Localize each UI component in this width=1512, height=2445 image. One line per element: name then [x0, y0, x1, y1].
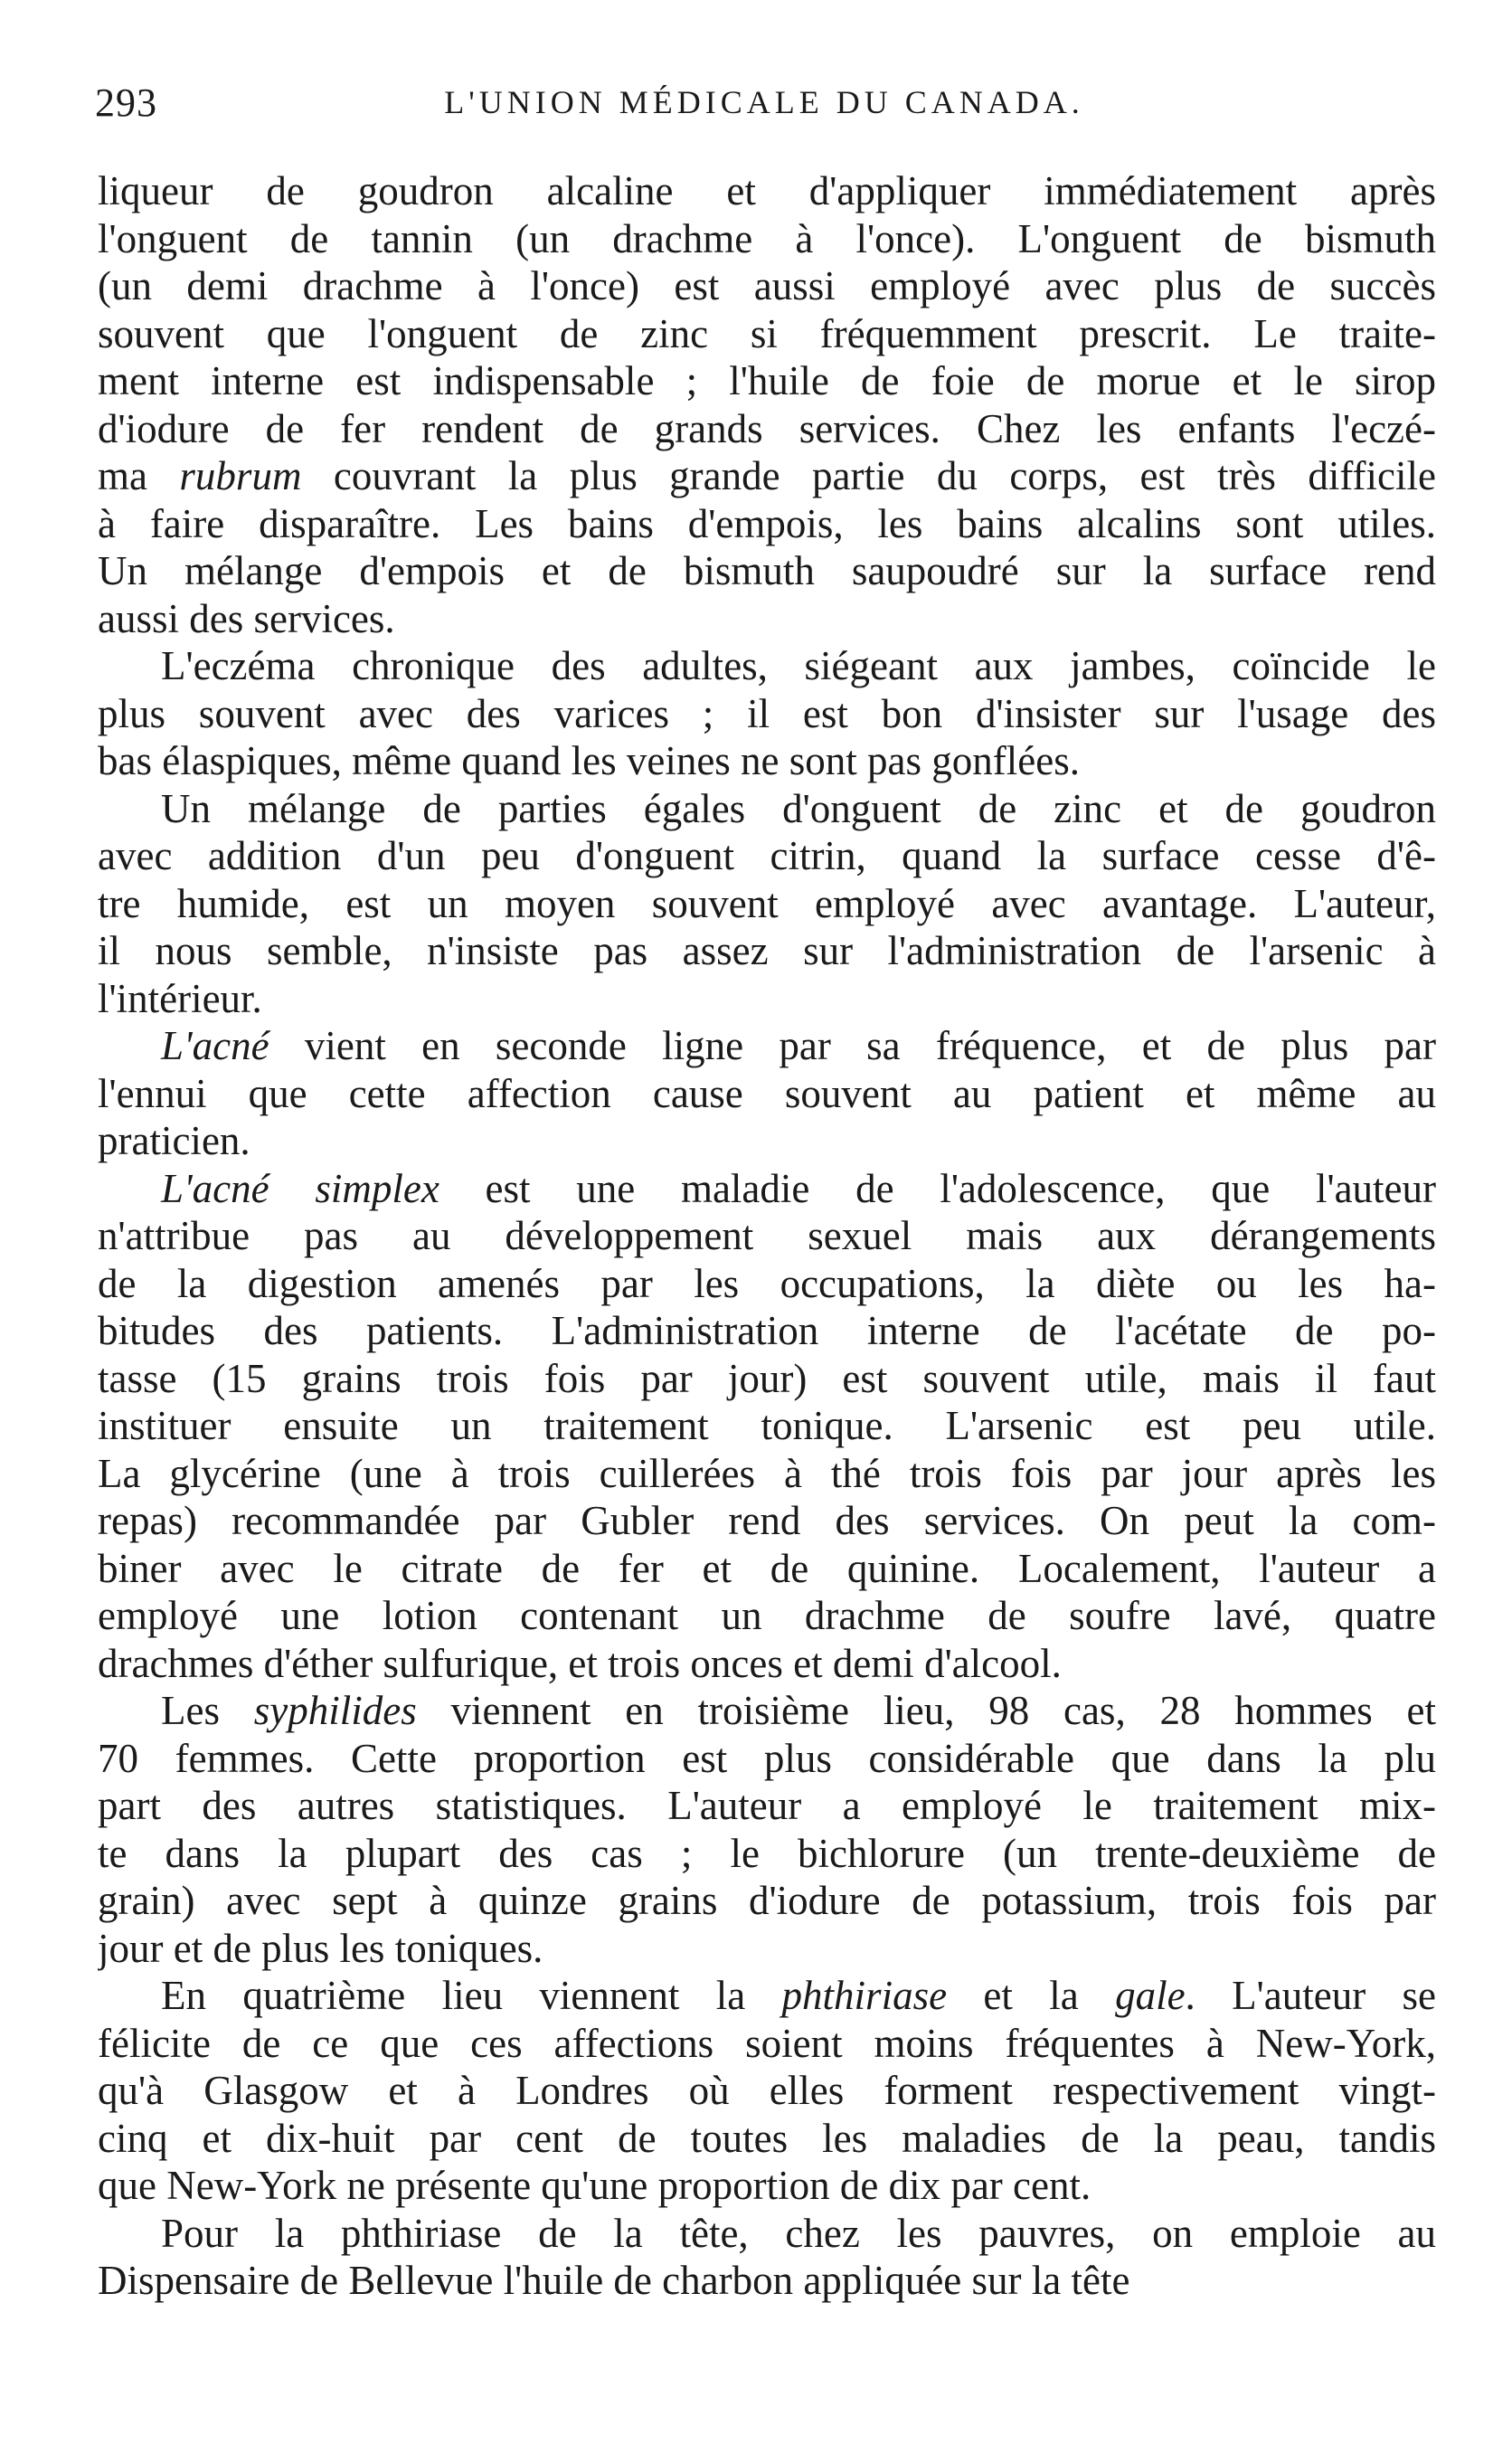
paragraph	[98, 1687, 1436, 1972]
text-line	[98, 1022, 1436, 1070]
text-run: Dispensaire de Bellevue l'huile de charbon appliquée sur la tête	[98, 2258, 1130, 2303]
text-run: (un demi drachme à l'once) est aussi employé avec plus de succès	[98, 263, 1436, 308]
text-line	[98, 1925, 1436, 1973]
text-line	[98, 2067, 1436, 2115]
running-title: L'UNION MÉDICALE DU CANADA.	[444, 84, 1084, 120]
italic-term: gale	[1115, 1973, 1186, 2018]
text-run: cinq et dix-huit par cent de toutes les maladies de la peau, tandis	[98, 2115, 1436, 2161]
text-line	[98, 1165, 1436, 1213]
text-run: Les	[161, 1688, 254, 1733]
paragraph	[98, 642, 1436, 785]
text-run: grain) avec sept à quinze grains d'iodure de potassium, trois fois par	[98, 1878, 1436, 1923]
italic-term: phthiriase	[781, 1973, 948, 2018]
text-line	[98, 785, 1436, 833]
text-run: félicite de ce que ces affections soient moins fréquentes à New-York,	[98, 2020, 1436, 2066]
text-run: à faire disparaître. Les bains d'empois, les bains alcalins sont utiles.	[98, 500, 1436, 546]
text-run: En quatrième lieu viennent la	[161, 1973, 782, 2018]
text-run: souvent que l'onguent de zinc si fréquemment prescrit. Le traite-	[98, 310, 1436, 356]
text-line	[98, 690, 1436, 738]
text-line	[98, 1497, 1436, 1545]
text-line	[98, 642, 1436, 690]
text-line	[98, 1735, 1436, 1783]
text-run: La glycérine (une à trois cuillerées à thé trois fois par jour après les	[98, 1450, 1436, 1496]
text-line	[98, 167, 1436, 215]
text-line	[98, 262, 1436, 310]
text-line	[98, 2115, 1436, 2163]
text-line	[98, 927, 1436, 975]
paragraph	[98, 1022, 1436, 1165]
text-line	[98, 1260, 1436, 1308]
text-line	[98, 737, 1436, 785]
text-run: instituer ensuite un traitement tonique. L'arsenic est peu utile.	[98, 1403, 1436, 1448]
text-line	[98, 1212, 1436, 1260]
text-line	[98, 595, 1436, 643]
text-run: couvrant la plus grande partie du corps, est très difficile	[301, 453, 1436, 498]
text-run: biner avec le citrate de fer et de quinine. Localement, l'auteur a	[98, 1545, 1436, 1591]
text-run: employé une lotion contenant un drachme de soufre lavé, quatre	[98, 1593, 1436, 1638]
text-line	[98, 975, 1436, 1023]
text-line	[98, 1355, 1436, 1403]
text-line	[98, 1830, 1436, 1878]
body-text	[98, 167, 1436, 2305]
text-run: praticien.	[98, 1118, 250, 1163]
text-run: aussi des services.	[98, 595, 395, 641]
text-line	[98, 1687, 1436, 1735]
text-run: Pour la phthiriase de la tête, chez les pauvres, on emploie au	[161, 2210, 1436, 2256]
text-run: repas) recommandée par Gubler rend des services. On peut la com-	[98, 1498, 1436, 1543]
text-run: jour et de plus les toniques.	[98, 1925, 543, 1971]
text-run: ma	[98, 453, 180, 498]
text-line	[98, 500, 1436, 548]
text-line	[98, 310, 1436, 358]
text-line	[98, 1117, 1436, 1165]
text-line	[98, 1592, 1436, 1640]
italic-term: syphilides	[253, 1688, 417, 1733]
text-run: Un mélange d'empois et de bismuth saupoudré sur la surface rend	[98, 548, 1436, 593]
page-header	[95, 80, 1433, 134]
text-run: part des autres statistiques. L'auteur a employé le traitement mix-	[98, 1783, 1436, 1828]
text-line	[98, 357, 1436, 405]
text-run: . L'auteur se	[1185, 1973, 1436, 2018]
text-line	[98, 1307, 1436, 1355]
text-run: de la digestion amenés par les occupations, la diète ou les ha-	[98, 1260, 1436, 1306]
text-line	[98, 2162, 1436, 2210]
text-run: il nous semble, n'insiste pas assez sur l'administration de l'arsenic à	[98, 928, 1436, 973]
text-line	[98, 547, 1436, 595]
paragraph	[98, 167, 1436, 642]
text-run: qu'à Glasgow et à Londres où elles forment respectivement vingt-	[98, 2068, 1436, 2113]
text-line	[98, 832, 1436, 880]
italic-term: L'acné simplex	[161, 1165, 439, 1211]
text-line	[98, 1402, 1436, 1450]
text-run: n'attribue pas au développement sexuel mais aux dérangements	[98, 1213, 1436, 1258]
text-run: te dans la plupart des cas ; le bichlorure (un trente-deuxième de	[98, 1830, 1436, 1876]
paragraph	[98, 1972, 1436, 2210]
text-run: drachmes d'éther sulfurique, et trois onces et demi d'alcool.	[98, 1640, 1062, 1686]
text-line	[98, 1877, 1436, 1925]
paragraph	[98, 1165, 1436, 1688]
text-run: bitudes des patients. L'administration interne de l'acétate de po-	[98, 1308, 1436, 1353]
text-run: 70 femmes. Cette proportion est plus considérable que dans la plu	[98, 1735, 1436, 1781]
text-run: que New-York ne présente qu'une proportion de dix par cent.	[98, 2163, 1091, 2208]
text-run: tasse (15 grains trois fois par jour) est souvent utile, mais il faut	[98, 1355, 1436, 1401]
text-run: liqueur de goudron alcaline et d'appliquer immédiatement après	[98, 168, 1436, 213]
text-run: bas élaspiques, même quand les veines ne sont pas gonflées.	[98, 738, 1080, 783]
text-line	[98, 452, 1436, 500]
text-run: l'ennui que cette affection cause souvent au patient et même au	[98, 1070, 1436, 1116]
text-line	[98, 215, 1436, 263]
text-line	[98, 1640, 1436, 1688]
text-run: l'intérieur.	[98, 975, 262, 1021]
paragraph	[98, 2210, 1436, 2305]
text-run: L'eczéma chronique des adultes, siégeant aux jambes, coïncide le	[161, 643, 1436, 688]
text-line	[98, 2020, 1436, 2068]
text-line	[98, 2210, 1436, 2258]
text-line	[98, 1972, 1436, 2020]
text-line	[98, 1450, 1436, 1498]
text-run: d'iodure de fer rendent de grands services. Chez les enfants l'eczé-	[98, 405, 1436, 451]
paragraph	[98, 785, 1436, 1023]
text-run: ment interne est indispensable ; l'huile de foie de morue et le sirop	[98, 358, 1436, 403]
text-line	[98, 1070, 1436, 1118]
text-run: Un mélange de parties égales d'onguent de zinc et de goudron	[161, 785, 1436, 831]
text-line	[98, 2257, 1436, 2305]
text-run: est une maladie de l'adolescence, que l'auteur	[439, 1165, 1436, 1211]
text-run: l'onguent de tannin (un drachme à l'once). L'onguent de bismuth	[98, 215, 1436, 261]
page-number: 293	[95, 81, 157, 125]
text-line	[98, 1545, 1436, 1593]
text-line	[98, 880, 1436, 928]
text-run: vient en seconde ligne par sa fréquence, et de plus par	[269, 1023, 1436, 1068]
text-line	[98, 1782, 1436, 1830]
italic-term: rubrum	[179, 453, 302, 498]
text-run: et la	[947, 1973, 1116, 2018]
text-line	[98, 405, 1436, 453]
text-run: viennent en troisième lieu, 98 cas, 28 hommes et	[416, 1688, 1436, 1733]
italic-term: L'acné	[161, 1023, 269, 1068]
text-run: plus souvent avec des varices ; il est bon d'insister sur l'usage des	[98, 690, 1436, 736]
text-run: avec addition d'un peu d'onguent citrin, quand la surface cesse d'ê-	[98, 833, 1436, 878]
text-run: tre humide, est un moyen souvent employé avec avantage. L'auteur,	[98, 880, 1436, 926]
